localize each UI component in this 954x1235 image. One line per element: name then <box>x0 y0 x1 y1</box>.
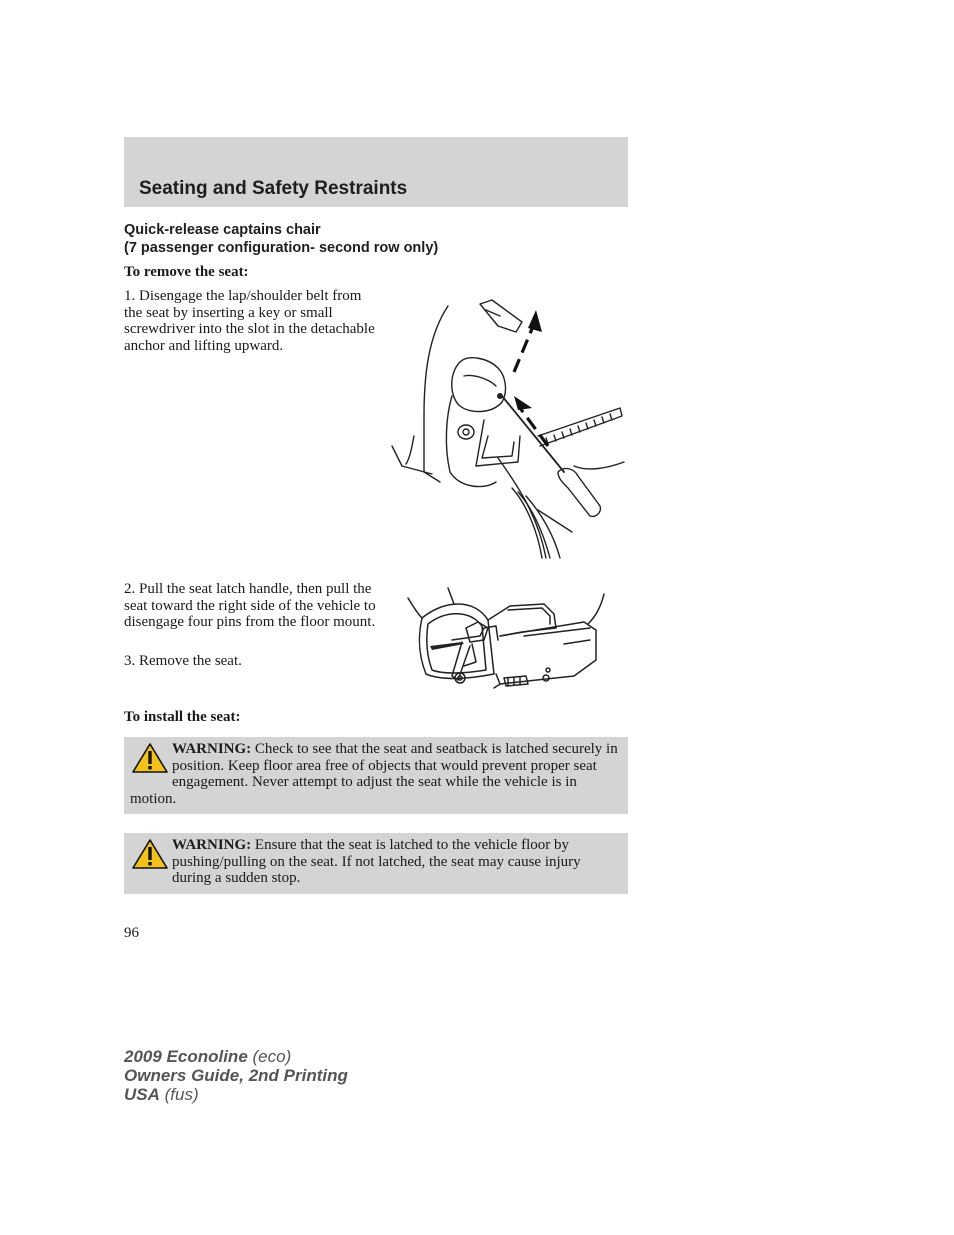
step-3-text: 3. Remove the seat. <box>124 653 242 669</box>
subsection-heading-line2: (7 passenger configuration- second row only) <box>124 240 439 256</box>
warning-box-1 <box>124 737 628 814</box>
warning-label-1: WARNING: <box>172 741 252 757</box>
subsection-heading <box>124 221 438 257</box>
section-title: Seating and Safety Restraints <box>139 178 408 199</box>
page-number: 96 <box>124 925 139 941</box>
subsection-heading-line1: Quick-release captains chair <box>124 222 321 238</box>
footer-guide: Owners Guide, 2nd Printing <box>124 1066 348 1085</box>
warning-text-2 <box>130 837 620 887</box>
seat-latch-handle-illustration <box>404 584 608 694</box>
belt-anchor-release-illustration <box>388 296 628 562</box>
warning-box-2 <box>124 833 628 894</box>
warning-triangle-icon <box>130 741 170 775</box>
warning-triangle-icon <box>130 837 170 871</box>
footer-region-code: (fus) <box>159 1085 199 1104</box>
remove-seat-label: To remove the seat: <box>124 264 249 280</box>
footer-model: 2009 Econoline <box>124 1047 248 1066</box>
footer-region: USA <box>124 1085 160 1104</box>
warning-text-1 <box>130 741 620 807</box>
footer-line-3 <box>124 1085 348 1104</box>
footer-model-code: (eco) <box>247 1047 292 1066</box>
warning-body-1: Check to see that the seat and seatback is latched securely in position. Keep floor area free of objects that would prevent proper seat engagement. Never attempt to adjust the seat while the vehicle is in motion. <box>130 741 618 807</box>
document-footer <box>124 1047 348 1104</box>
footer-line-1 <box>124 1047 348 1066</box>
step-2-text: 2. Pull the seat latch handle, then pull the seat toward the right side of the vehicle to disengage four pins from the floor mount. <box>124 581 376 630</box>
footer-line-2 <box>124 1066 348 1085</box>
install-seat-label: To install the seat: <box>124 709 241 725</box>
warning-body-2: Ensure that the seat is latched to the vehicle floor by pushing/pulling on the seat. If not latched, the seat may cause injury during a sudden stop. <box>172 837 581 887</box>
step-1-text: 1. Disengage the lap/shoulder belt from the seat by inserting a key or small screwdriver into the slot in the detachable anchor and lifting upward. <box>124 288 375 354</box>
warning-label-2: WARNING: <box>172 837 252 853</box>
